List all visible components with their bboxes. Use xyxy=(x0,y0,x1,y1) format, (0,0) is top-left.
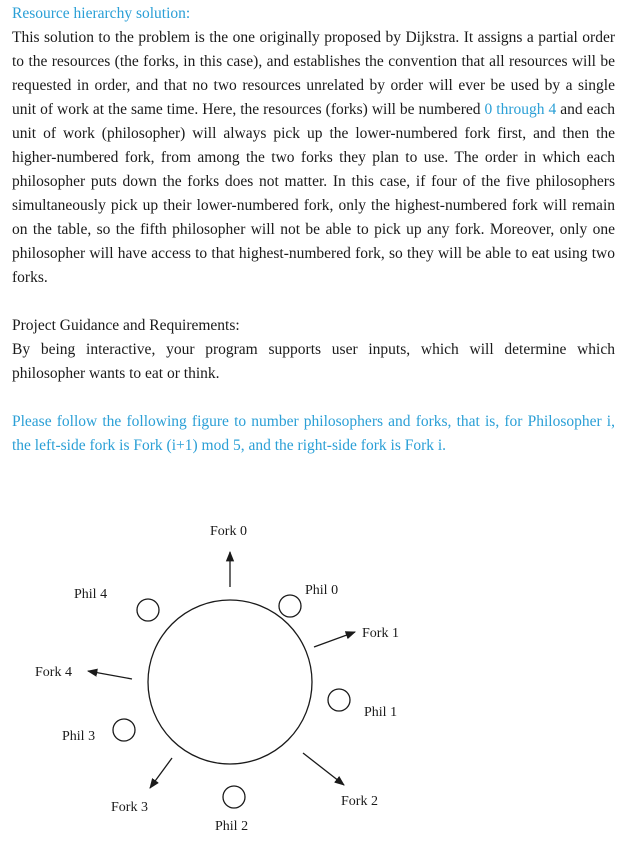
fork-2-arrow xyxy=(303,753,344,785)
section-title-resource-hierarchy: Resource hierarchy solution: xyxy=(12,5,191,22)
fork-0-label: Fork 0 xyxy=(210,524,247,539)
document-page xyxy=(12,2,615,458)
highlight-fork-range: 0 through 4 xyxy=(484,101,557,118)
phil-2-label: Phil 2 xyxy=(215,819,249,834)
fork-2-label: Fork 2 xyxy=(341,794,378,809)
phil-4-seat xyxy=(137,599,159,621)
phil-1-label: Phil 1 xyxy=(364,705,398,720)
section-title-project-guidance: Project Guidance and Requirements: xyxy=(12,317,240,334)
figure-instruction-paragraph: Please follow the following figure to number philosophers and forks, that is, for Philosopher i, the left-side fork is Fork (i+1) mod 5, and the right-side fork is Fork i. xyxy=(12,413,615,454)
fork-1-arrow xyxy=(314,632,355,647)
fork-3-arrow xyxy=(150,758,172,788)
fork-4-arrow xyxy=(88,671,132,679)
phil-3-seat xyxy=(113,719,135,741)
table-circle xyxy=(148,600,312,764)
dining-philosophers-figure xyxy=(0,510,623,845)
phil-1-seat xyxy=(328,689,350,711)
phil-2-seat xyxy=(223,786,245,808)
phil-4-label: Phil 4 xyxy=(74,587,108,602)
fork-1-label: Fork 1 xyxy=(362,626,399,641)
phil-0-seat xyxy=(279,595,301,617)
fork-3-label: Fork 3 xyxy=(111,800,148,815)
project-guidance-paragraph: By being interactive, your program supports user inputs, which will determine which philosopher wants to eat or think. xyxy=(12,341,615,382)
paragraph-text-part-1: This solution to the problem is the one originally proposed by Dijkstra. It assigns a partial order to the resources (the forks, in this case), and establishes the convention that all resources will be requested in order, and that no two resources unrelated by order will ever be used by a single unit of work at the same time. Here, the resources (forks) will be numbered xyxy=(12,29,615,118)
fork-4-label: Fork 4 xyxy=(35,665,72,680)
paragraph-text-part-2: and each unit of work (philosopher) will always pick up the lower-numbered fork first, and then the higher-numbered fork, from among the two forks they plan to use. The order in which each philosopher puts down the forks does not matter. In this case, if four of the five philosophers simultaneously pick up their lower-numbered fork, only the highest-numbered fork will remain on the table, so the fifth philosopher will not be able to pick up any fork. Moreover, only one philosopher will have access to that highest-numbered fork, so they will be able to eat using two forks. xyxy=(12,101,616,286)
phil-3-label: Phil 3 xyxy=(62,729,96,744)
phil-0-label: Phil 0 xyxy=(305,583,339,598)
resource-hierarchy-paragraph xyxy=(12,26,615,290)
